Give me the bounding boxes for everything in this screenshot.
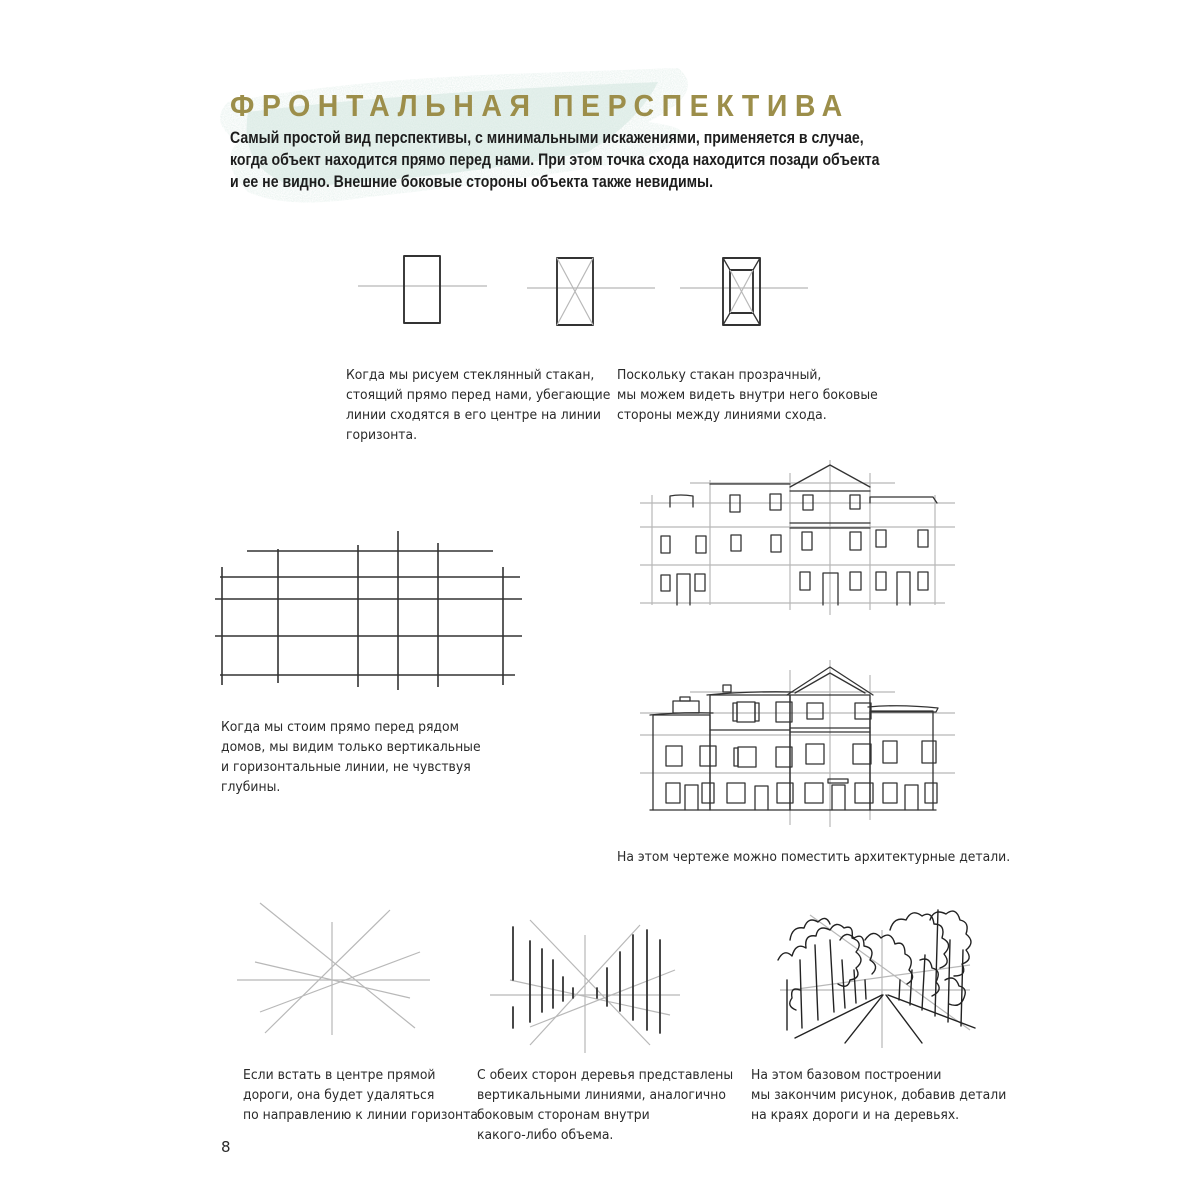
caption-line: Поскольку стакан прозрачный, [617, 368, 822, 383]
road-caption-1 [243, 1066, 482, 1126]
road-trees-detailed-sketch [770, 900, 980, 1050]
caption-line: глубины. [221, 780, 281, 795]
intro-paragraph [230, 127, 880, 193]
caption-line: Если встать в центре прямой [243, 1068, 436, 1083]
houses-detailed-sketch [640, 655, 960, 825]
houses-detail-caption [617, 848, 1010, 868]
caption-line: на краях дороги и на деревьях. [751, 1108, 960, 1123]
caption-line: С обеих сторон деревья представлены [477, 1068, 734, 1083]
caption-line: горизонта. [346, 428, 418, 443]
caption-line: На этом чертеже можно поместить архитектурные детали. [617, 850, 1011, 865]
road-vanishing-lines-sketch [235, 900, 435, 1040]
caption-line: какого-либо объема. [477, 1128, 614, 1143]
intro-line: когда объект находится прямо перед нами. При этом точка схода находится позади объекта [230, 151, 880, 169]
caption-line: боковым сторонам внутри [477, 1108, 650, 1123]
road-trees-construction-sketch [490, 905, 690, 1045]
caption-line: и горизонтальные линии, не чувствуя [221, 760, 471, 775]
caption-line: домов, мы видим только вертикальные [221, 740, 481, 755]
caption-line: мы можем видеть внутри него боковые [617, 388, 878, 403]
intro-line: Самый простой вид перспективы, с минимальными искажениями, применяется в случае, [230, 129, 864, 147]
caption-line: На этом базовом построении [751, 1068, 942, 1083]
caption-line: Когда мы стоим прямо перед рядом [221, 720, 459, 735]
caption-line: Когда мы рисуем стеклянный стакан, [346, 368, 595, 383]
houses-grid-caption [221, 718, 481, 798]
caption-line: стоящий прямо перед нами, убегающие [346, 388, 611, 403]
road-caption-3 [751, 1066, 1006, 1126]
caption-line: мы закончим рисунок, добавив детали [751, 1088, 1007, 1103]
glass-inner-sides-figure [678, 250, 818, 330]
houses-grid-sketch [210, 525, 530, 685]
page-number: 8 [221, 1138, 231, 1156]
intro-line: и ее не видно. Внешние боковые стороны объекта также невидимы. [230, 173, 714, 191]
houses-construction-sketch [640, 455, 960, 615]
page-title: ФРОНТАЛЬНАЯ ПЕРСПЕКТИВА [230, 88, 850, 123]
caption-line: линии сходятся в его центре на линии [346, 408, 601, 423]
glass-outline-figure [355, 250, 495, 330]
glass-caption-right [617, 366, 878, 426]
glass-vanishing-lines-figure [515, 250, 655, 330]
road-caption-2 [477, 1066, 733, 1146]
caption-line: вертикальными линиями, аналогично [477, 1088, 726, 1103]
caption-line: по направлению к линии горизонта. [243, 1108, 482, 1123]
caption-line: дороги, она будет удаляться [243, 1088, 435, 1103]
glass-caption-left [346, 366, 610, 446]
caption-line: стороны между линиями схода. [617, 408, 827, 423]
